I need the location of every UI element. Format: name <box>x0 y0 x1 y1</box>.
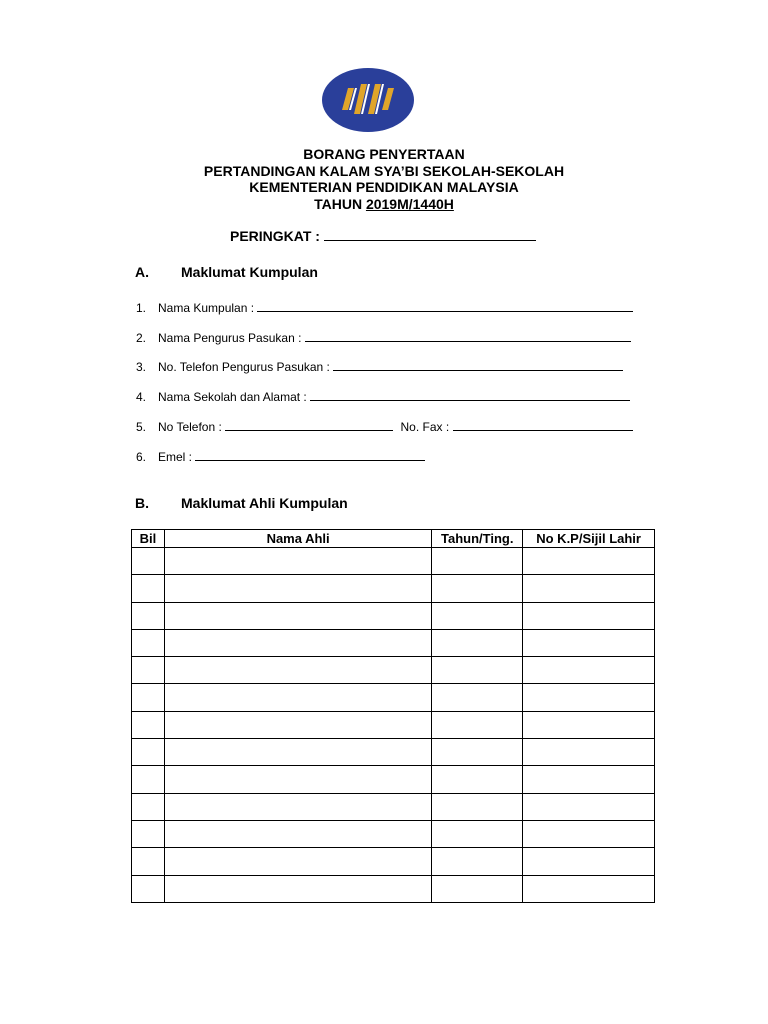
table-cell[interactable] <box>132 684 165 711</box>
field-nama-pengurus: 2. Nama Pengurus Pasukan : <box>136 329 631 345</box>
table-row <box>132 793 655 820</box>
form-title: BORANG PENYERTAAN <box>303 146 465 162</box>
table-row <box>132 629 655 656</box>
table-cell[interactable] <box>523 548 655 575</box>
telefon-blank[interactable] <box>225 418 393 431</box>
field-telefon-pengurus: 3. No. Telefon Pengurus Pasukan : <box>136 358 623 374</box>
table-header-row <box>132 530 655 548</box>
table-cell[interactable] <box>523 684 655 711</box>
table-row <box>132 548 655 575</box>
table-cell[interactable] <box>432 684 523 711</box>
table-cell[interactable] <box>164 548 431 575</box>
table-row <box>132 657 655 684</box>
competition-name: PERTANDINGAN KALAM SYA’BI SEKOLAH-SEKOLAH <box>203 162 565 179</box>
section-a-heading: A. Maklumat Kumpulan <box>135 264 318 280</box>
table-cell[interactable] <box>432 548 523 575</box>
table-cell[interactable] <box>164 684 431 711</box>
emel-blank[interactable] <box>195 448 425 461</box>
table-cell[interactable] <box>432 875 523 902</box>
table-cell[interactable] <box>523 602 655 629</box>
table-cell[interactable] <box>523 739 655 766</box>
table-row <box>132 602 655 629</box>
table-cell[interactable] <box>164 848 431 875</box>
col-no-kp: No K.P/Sijil Lahir <box>523 530 655 548</box>
table-cell[interactable] <box>432 739 523 766</box>
table-cell[interactable] <box>132 629 165 656</box>
table-cell[interactable] <box>132 766 165 793</box>
table-cell[interactable] <box>523 793 655 820</box>
table-cell[interactable] <box>523 629 655 656</box>
table-cell[interactable] <box>432 711 523 738</box>
table-cell[interactable] <box>132 739 165 766</box>
table-row <box>132 575 655 602</box>
year-line: TAHUN 2019M/1440H <box>314 195 454 212</box>
fax-label: No. Fax : <box>400 420 450 434</box>
table-row <box>132 820 655 847</box>
table-cell[interactable] <box>432 793 523 820</box>
members-table <box>131 529 655 903</box>
table-cell[interactable] <box>132 575 165 602</box>
table-cell[interactable] <box>432 848 523 875</box>
table-cell[interactable] <box>432 657 523 684</box>
table-cell[interactable] <box>132 875 165 902</box>
table-cell[interactable] <box>523 657 655 684</box>
table-cell[interactable] <box>432 575 523 602</box>
table-cell[interactable] <box>164 575 431 602</box>
table-cell[interactable] <box>132 848 165 875</box>
table-cell[interactable] <box>132 602 165 629</box>
table-cell[interactable] <box>164 820 431 847</box>
peringkat-blank[interactable] <box>324 228 536 241</box>
peringkat-label: PERINGKAT : <box>230 228 320 244</box>
table-cell[interactable] <box>523 848 655 875</box>
telefon-pengurus-blank[interactable] <box>333 358 623 371</box>
field-telefon-fax: 5. No Telefon : No. Fax : <box>136 418 633 434</box>
table-cell[interactable] <box>132 793 165 820</box>
table-cell[interactable] <box>523 766 655 793</box>
nama-pengurus-blank[interactable] <box>305 329 631 342</box>
table-cell[interactable] <box>164 739 431 766</box>
table-cell[interactable] <box>523 711 655 738</box>
table-cell[interactable] <box>164 793 431 820</box>
table-cell[interactable] <box>164 629 431 656</box>
table-cell[interactable] <box>132 657 165 684</box>
table-cell[interactable] <box>432 766 523 793</box>
col-nama-ahli: Nama Ahli <box>164 530 431 548</box>
table-row <box>132 711 655 738</box>
section-b-heading: B. Maklumat Ahli Kumpulan <box>135 495 348 511</box>
members-table-body <box>132 548 655 903</box>
field-emel: 6. Emel : <box>136 448 425 464</box>
table-cell[interactable] <box>164 766 431 793</box>
year-value: 2019M/1440H <box>365 195 454 212</box>
table-cell[interactable] <box>523 875 655 902</box>
table-row <box>132 766 655 793</box>
table-cell[interactable] <box>132 548 165 575</box>
sekolah-alamat-blank[interactable] <box>310 388 630 401</box>
table-cell[interactable] <box>164 711 431 738</box>
peringkat-field <box>230 228 536 244</box>
table-cell[interactable] <box>432 602 523 629</box>
nama-kumpulan-blank[interactable] <box>257 299 633 312</box>
table-cell[interactable] <box>164 875 431 902</box>
fax-blank[interactable] <box>453 418 633 431</box>
table-row <box>132 684 655 711</box>
table-row <box>132 875 655 902</box>
col-tahun-ting: Tahun/Ting. <box>432 530 523 548</box>
table-cell[interactable] <box>132 820 165 847</box>
field-sekolah-alamat: 4. Nama Sekolah dan Alamat : <box>136 388 630 404</box>
table-cell[interactable] <box>523 575 655 602</box>
table-cell[interactable] <box>164 657 431 684</box>
table-row <box>132 848 655 875</box>
field-nama-kumpulan: 1. Nama Kumpulan : <box>136 299 633 315</box>
ministry-name: KEMENTERIAN PENDIDIKAN MALAYSIA <box>249 179 519 195</box>
table-cell[interactable] <box>164 602 431 629</box>
table-row <box>132 739 655 766</box>
col-bil: Bil <box>132 530 165 548</box>
table-cell[interactable] <box>523 820 655 847</box>
kpm-logo <box>318 66 418 134</box>
form-header <box>0 146 768 212</box>
table-cell[interactable] <box>132 711 165 738</box>
table-cell[interactable] <box>432 629 523 656</box>
table-cell[interactable] <box>432 820 523 847</box>
